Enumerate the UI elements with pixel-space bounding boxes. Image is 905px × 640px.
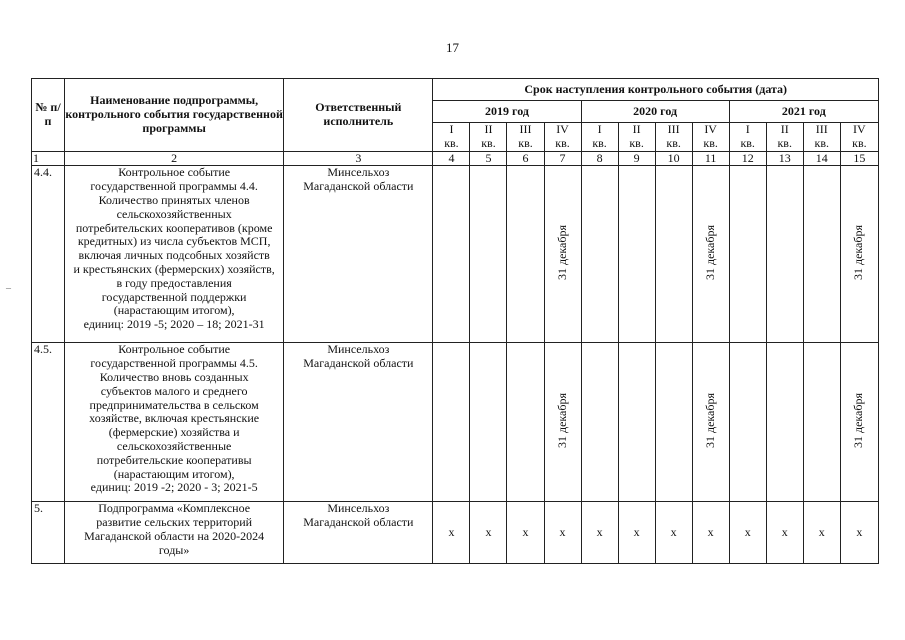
description-line: (фермерские) хозяйства и bbox=[108, 425, 240, 440]
deadline-date: 31 декабря bbox=[554, 392, 569, 448]
description-line: Подпрограмма «Комплексное bbox=[98, 501, 251, 516]
quarter-label-part: IV bbox=[556, 122, 569, 136]
not-applicable-mark: x bbox=[618, 502, 655, 564]
executor-line: Магаданской области bbox=[303, 179, 414, 194]
event-description bbox=[65, 502, 284, 564]
deadline-cell bbox=[729, 166, 766, 343]
deadline-cell bbox=[729, 343, 766, 502]
quarter-label-part: IV bbox=[853, 122, 866, 136]
quarter-header bbox=[544, 123, 581, 152]
column-number: 13 bbox=[766, 151, 803, 166]
quarter-label-part: II bbox=[632, 122, 641, 136]
description-line: субъектов малого и среднего bbox=[100, 383, 248, 398]
deadline-cell bbox=[433, 343, 470, 502]
description-line: хозяйстве, включая крестьянские bbox=[89, 411, 260, 426]
deadline-cell bbox=[766, 166, 803, 343]
deadline-cell bbox=[618, 343, 655, 502]
not-applicable-mark: x bbox=[803, 502, 840, 564]
deadline-cell bbox=[470, 166, 507, 343]
deadline-cell bbox=[544, 343, 581, 502]
page-number: 17 bbox=[446, 40, 459, 55]
deadline-cell bbox=[803, 166, 840, 343]
column-number: 10 bbox=[655, 151, 692, 166]
description-line: потребительские кооперативы bbox=[96, 452, 252, 467]
quarter-header bbox=[470, 123, 507, 152]
executor-line: Магаданской области bbox=[303, 515, 414, 530]
deadline-cell bbox=[507, 343, 544, 502]
quarter-label-part: кв. bbox=[444, 135, 459, 150]
description-line: Магаданской области на 2020-2024 bbox=[84, 528, 265, 543]
quarter-header bbox=[433, 123, 470, 152]
deadline-date: 31 декабря bbox=[851, 392, 866, 448]
column-number: 3 bbox=[284, 151, 433, 166]
not-applicable-mark: x bbox=[544, 502, 581, 564]
executor-line: Минсельхоз bbox=[327, 501, 390, 516]
quarter-header bbox=[618, 123, 655, 152]
quarter-label-part: IV bbox=[704, 122, 717, 136]
quarter-label-part: III bbox=[519, 122, 532, 136]
column-number: 1 bbox=[32, 151, 65, 166]
executor-line: Минсельхоз bbox=[327, 165, 390, 180]
quarter-label-part: кв. bbox=[814, 135, 829, 150]
not-applicable-mark: x bbox=[470, 502, 507, 564]
row-number: 4.5. bbox=[32, 343, 65, 502]
header-executor: Ответственный исполнитель bbox=[284, 79, 433, 152]
column-number: 7 bbox=[544, 151, 581, 166]
event-description bbox=[65, 166, 284, 343]
deadline-cell bbox=[692, 343, 729, 502]
quarter-label-part: кв. bbox=[852, 135, 867, 150]
description-line: государственной программы 4.4. bbox=[90, 179, 258, 194]
quarter-label-part: II bbox=[484, 122, 493, 136]
deadline-date: 31 декабря bbox=[702, 224, 717, 280]
quarter-label-part: I bbox=[449, 122, 454, 136]
deadline-cell bbox=[581, 343, 618, 502]
event-description bbox=[65, 343, 284, 502]
year-header: 2020 год bbox=[581, 101, 729, 123]
not-applicable-mark: x bbox=[507, 502, 544, 564]
responsible-executor bbox=[284, 502, 433, 564]
description-line: Контрольное событие bbox=[118, 342, 231, 357]
quarter-header bbox=[581, 123, 618, 152]
year-header: 2021 год bbox=[729, 101, 878, 123]
quarter-header bbox=[507, 123, 544, 152]
deadline-cell bbox=[692, 166, 729, 343]
description-line: в году предоставления bbox=[116, 275, 232, 290]
deadline-cell bbox=[581, 166, 618, 343]
description-line: кредитных) из числа субъектов МСП, bbox=[77, 234, 271, 249]
executor-line: Магаданской области bbox=[303, 356, 414, 371]
description-line: Количество принятых членов bbox=[98, 192, 250, 207]
deadline-cell bbox=[840, 343, 878, 502]
quarter-label-part: III bbox=[815, 122, 828, 136]
quarter-label-part: I bbox=[745, 122, 750, 136]
table-row bbox=[32, 502, 879, 564]
description-line: годы» bbox=[158, 542, 190, 557]
quarter-header bbox=[729, 123, 766, 152]
deadline-date: 31 декабря bbox=[554, 224, 569, 280]
year-header: 2019 год bbox=[433, 101, 581, 123]
table-row bbox=[32, 166, 879, 343]
deadline-cell bbox=[470, 343, 507, 502]
quarter-header bbox=[840, 123, 878, 152]
not-applicable-mark: x bbox=[433, 502, 470, 564]
responsible-executor bbox=[284, 343, 433, 502]
deadline-cell bbox=[803, 343, 840, 502]
deadline-date: 31 декабря bbox=[851, 224, 866, 280]
header-deadline: Срок наступления контрольного события (дата) bbox=[433, 79, 879, 101]
not-applicable-mark: x bbox=[581, 502, 618, 564]
column-number: 8 bbox=[581, 151, 618, 166]
description-line: сельскохозяйственных bbox=[116, 206, 232, 221]
deadline-date: 31 декабря bbox=[702, 392, 717, 448]
description-line: единиц: 2019 -2; 2020 - 3; 2021-5 bbox=[90, 480, 258, 495]
quarter-label-part: кв. bbox=[666, 135, 681, 150]
deadline-cell bbox=[618, 166, 655, 343]
quarter-label-part: кв. bbox=[740, 135, 755, 150]
header-no: № п/п bbox=[32, 79, 65, 152]
deadline-cell bbox=[544, 166, 581, 343]
quarter-header bbox=[692, 123, 729, 152]
not-applicable-mark: x bbox=[692, 502, 729, 564]
description-line: единиц: 2019 -5; 2020 – 18; 2021-31 bbox=[83, 317, 265, 332]
row-number: 4.4. bbox=[32, 166, 65, 343]
row-number: 5. bbox=[32, 502, 65, 564]
column-number: 14 bbox=[803, 151, 840, 166]
description-line: государственной программы 4.5. bbox=[90, 356, 258, 371]
description-line: Количество вновь созданных bbox=[99, 369, 249, 384]
not-applicable-mark: x bbox=[729, 502, 766, 564]
quarter-label-part: кв. bbox=[592, 135, 607, 150]
column-number: 9 bbox=[618, 151, 655, 166]
margin-mark: – bbox=[6, 283, 11, 294]
quarter-label-part: I bbox=[597, 122, 602, 136]
not-applicable-mark: x bbox=[766, 502, 803, 564]
quarter-label-part: кв. bbox=[629, 135, 644, 150]
description-line: государственной поддержки bbox=[101, 289, 247, 304]
description-line: включая личных подсобных хозяйств bbox=[78, 248, 270, 263]
description-line: предпринимательства в сельском bbox=[89, 397, 259, 412]
description-line: Контрольное событие bbox=[118, 165, 231, 180]
description-line: развитие сельских территорий bbox=[96, 515, 253, 530]
description-line: (нарастающим итогом), bbox=[113, 303, 235, 318]
quarter-header bbox=[803, 123, 840, 152]
not-applicable-mark: x bbox=[840, 502, 878, 564]
quarter-label-part: II bbox=[780, 122, 789, 136]
header-name: Наименование подпрограммы, контрольного события государственной программы bbox=[65, 79, 284, 152]
deadline-cell bbox=[766, 343, 803, 502]
quarter-label-part: III bbox=[667, 122, 680, 136]
deadline-cell bbox=[655, 343, 692, 502]
column-number: 5 bbox=[470, 151, 507, 166]
responsible-executor bbox=[284, 166, 433, 343]
description-line: (нарастающим итогом), bbox=[113, 466, 235, 481]
deadline-cell bbox=[655, 166, 692, 343]
executor-line: Минсельхоз bbox=[327, 342, 390, 357]
quarter-label-part: кв. bbox=[518, 135, 533, 150]
deadline-cell bbox=[840, 166, 878, 343]
quarter-header bbox=[655, 123, 692, 152]
description-line: сельскохозяйственные bbox=[116, 438, 232, 453]
control-events-table bbox=[31, 78, 879, 564]
column-number: 4 bbox=[433, 151, 470, 166]
description-line: и крестьянских (фермерских) хозяйств, bbox=[73, 261, 275, 276]
quarter-label-part: кв. bbox=[481, 135, 496, 150]
deadline-cell bbox=[507, 166, 544, 343]
description-line: потребительских кооперативов (кроме bbox=[75, 220, 273, 235]
column-number: 11 bbox=[692, 151, 729, 166]
not-applicable-mark: x bbox=[655, 502, 692, 564]
deadline-cell bbox=[433, 166, 470, 343]
column-number: 12 bbox=[729, 151, 766, 166]
quarter-header bbox=[766, 123, 803, 152]
column-number: 15 bbox=[840, 151, 878, 166]
column-number: 6 bbox=[507, 151, 544, 166]
table-row bbox=[32, 343, 879, 502]
quarter-label-part: кв. bbox=[555, 135, 570, 150]
quarter-label-part: кв. bbox=[777, 135, 792, 150]
column-number: 2 bbox=[65, 151, 284, 166]
quarter-label-part: кв. bbox=[703, 135, 718, 150]
